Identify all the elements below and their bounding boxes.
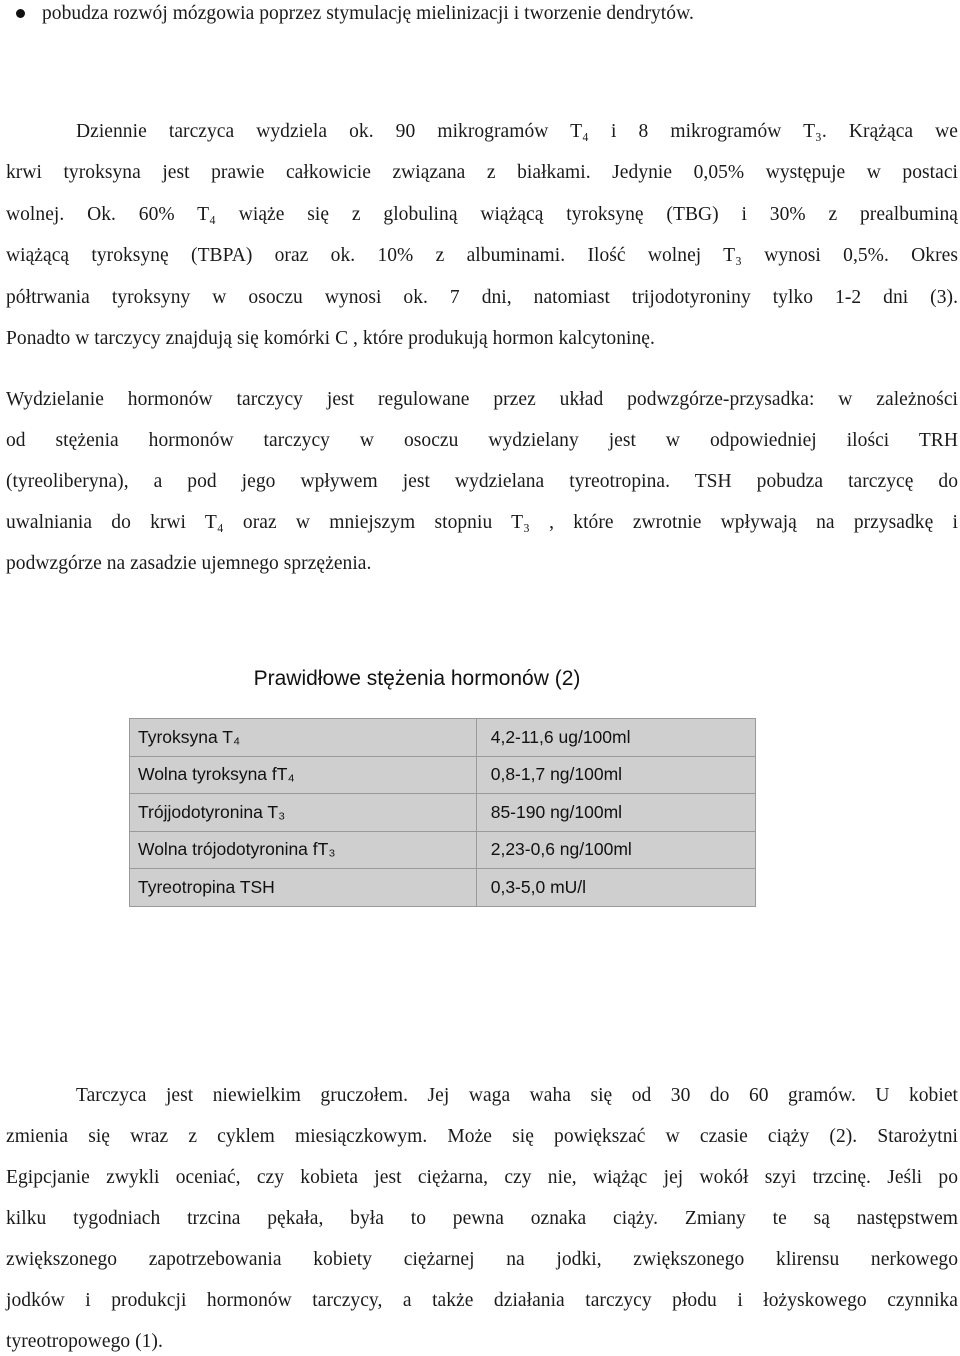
- hormone-name-cell: Wolna tyroksyna fT₄: [130, 756, 477, 794]
- paragraph-3-line: Tarczyca jest niewielkim gruczołem. Jej waga waha się od 30 do 60 gramów. U kobiet: [76, 1085, 958, 1106]
- paragraph-1-line: wiążącą tyroksynę (TBPA) oraz ok. 10% z albuminami. Ilość wolnej T₃ wynosi 0,5%. Okres: [6, 245, 958, 266]
- hormone-range-cell: 4,2-11,6 ug/100ml: [476, 719, 755, 757]
- hormone-name-cell: Wolna trójodotyronina fT₃: [130, 831, 477, 869]
- table-row: [130, 794, 756, 832]
- bullet-dot-icon: [16, 9, 25, 18]
- hormone-name-cell: Tyreotropina TSH: [130, 869, 477, 907]
- hormone-table: [129, 718, 756, 907]
- table-row: [130, 869, 756, 907]
- hormone-range-cell: 0,8-1,7 ng/100ml: [476, 756, 755, 794]
- paragraph-3-line: Egipcjanie zwykli oceniać, czy kobieta jest ciężarna, czy nie, wiążąc jej wokół szyi trzcinę. Jeśli po: [6, 1167, 958, 1188]
- table-row: [130, 756, 756, 794]
- hormone-name-cell: Trójjodotyronina T₃: [130, 794, 477, 832]
- paragraph-2-line: Wydzielanie hormonów tarczycy jest regulowane przez układ podwzgórze-przysadka: w zależności: [6, 389, 958, 410]
- paragraph-3-line: jodków i produkcji hormonów tarczycy, a także działania tarczycy płodu i łożyskowego czynnika: [6, 1290, 958, 1311]
- paragraph-3-line: tyreotropowego (1).: [6, 1331, 163, 1352]
- table-row: [130, 831, 756, 869]
- paragraph-1-line: półtrwania tyroksyny w osoczu wynosi ok. 7 dni, natomiast trijodotyroniny tylko 1-2 dni (3).: [6, 287, 958, 308]
- paragraph-1-line: wolnej. Ok. 60% T₄ wiąże się z globuliną wiążącą tyroksynę (TBG) i 30% z prealbuminą: [6, 204, 958, 225]
- bullet-item-text: pobudza rozwój mózgowia poprzez stymulację mielinizacji i tworzenie dendrytów.: [42, 3, 694, 24]
- paragraph-3-line: zwiększonego zapotrzebowania kobiety ciężarnej na jodki, zwiększonego klirensu nerkowego: [6, 1249, 958, 1270]
- paragraph-1-line: krwi tyroksyna jest prawie całkowicie związana z białkami. Jedynie 0,05% występuje w postaci: [6, 162, 958, 183]
- paragraph-2-line: uwalniania do krwi T₄ oraz w mniejszym stopniu T₃ , które zwrotnie wpływają na przysadkę i: [6, 512, 958, 533]
- table-title: Prawidłowe stężenia hormonów (2): [253, 667, 581, 690]
- hormone-name-cell: Tyroksyna T₄: [130, 719, 477, 757]
- paragraph-2-line: podwzgórze na zasadzie ujemnego sprzężenia.: [6, 553, 372, 574]
- paragraph-1-line: Dziennie tarczyca wydziela ok. 90 mikrogramów T₄ i 8 mikrogramów T₃. Krążąca we: [76, 121, 958, 142]
- paragraph-1-line: Ponadto w tarczycy znajdują się komórki C , które produkują hormon kalcytoninę.: [6, 328, 655, 349]
- hormone-range-cell: 85-190 ng/100ml: [476, 794, 755, 832]
- paragraph-3-line: zmienia się wraz z cyklem miesiączkowym. Może się powiększać w czasie ciąży (2). Starożytni: [6, 1126, 958, 1147]
- table-row: [130, 719, 756, 757]
- paragraph-2-line: (tyreoliberyna), a pod jego wpływem jest wydzielana tyreotropina. TSH pobudza tarczycę do: [6, 471, 958, 492]
- hormone-range-cell: 2,23-0,6 ng/100ml: [476, 831, 755, 869]
- paragraph-3-line: kilku tygodniach trzcina pękała, była to pewna oznaka ciąży. Zmiany te są następstwem: [6, 1208, 958, 1229]
- paragraph-2-line: od stężenia hormonów tarczycy w osoczu wydzielany jest w odpowiedniej ilości TRH: [6, 430, 958, 451]
- hormone-range-cell: 0,3-5,0 mU/l: [476, 869, 755, 907]
